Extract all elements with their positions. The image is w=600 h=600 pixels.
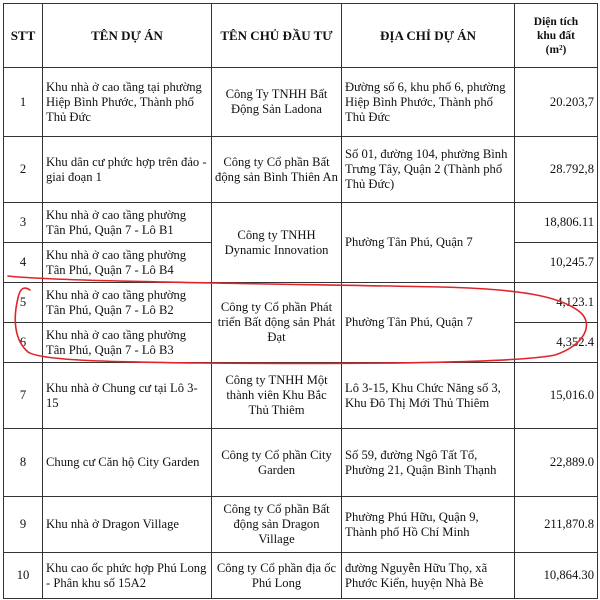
row-project: Khu nhà ở Dragon Village	[43, 497, 212, 553]
row-area: 211,870.8	[515, 497, 598, 553]
header-stt: STT	[4, 4, 43, 68]
row-project: Khu nhà ở cao tầng phường Tân Phú, Quận 7 - Lô B3	[43, 323, 212, 363]
row-area: 10,864.30	[515, 553, 598, 599]
table-row	[4, 497, 598, 553]
row-address: Đường số 6, khu phố 6, phường Hiệp Bình Phước, Thành phố Thủ Đức	[342, 68, 515, 137]
row-stt: 10	[4, 553, 43, 599]
row-investor: Công ty Cổ phần địa ốc Phú Long	[212, 553, 342, 599]
row-project: Chung cư Căn hộ City Garden	[43, 429, 212, 497]
row-project: Khu dân cư phức hợp trên đảo - giai đoạn 1	[43, 137, 212, 203]
row-investor: Công Ty TNHH Bất Động Sản Ladona	[212, 68, 342, 137]
row-investor: Công ty Cổ phần Bất động sản Dragon Village	[212, 497, 342, 553]
row-investor: Công ty Cổ phần Phát triển Bất động sản Phát Đạt	[212, 283, 342, 363]
row-address: Phường Phú Hữu, Quận 9, Thành phố Hồ Chí Minh	[342, 497, 515, 553]
row-project: Khu nhà ở cao tầng tại phường Hiệp Bình Phước, Thành phố Thủ Đức	[43, 68, 212, 137]
row-project: Khu cao ốc phức hợp Phú Long - Phân khu số 15A2	[43, 553, 212, 599]
project-table	[3, 3, 598, 599]
header-row	[4, 4, 598, 68]
row-stt: 4	[4, 243, 43, 283]
row-address: Số 59, đường Ngô Tất Tố, Phường 21, Quận Bình Thạnh	[342, 429, 515, 497]
row-stt: 6	[4, 323, 43, 363]
row-investor: Công ty TNHH Dynamic Innovation	[212, 203, 342, 283]
row-stt: 1	[4, 68, 43, 137]
row-project: Khu nhà ở cao tầng phường Tân Phú, Quận 7 - Lô B2	[43, 283, 212, 323]
row-investor: Công ty Cổ phần Bất động sản Bình Thiên An	[212, 137, 342, 203]
row-stt: 2	[4, 137, 43, 203]
row-area: 10,245.7	[515, 243, 598, 283]
row-stt: 3	[4, 203, 43, 243]
header-area	[515, 4, 598, 68]
row-address: Số 01, đường 104, phường Bình Trưng Tây, Quận 2 (Thành phố Thủ Đức)	[342, 137, 515, 203]
row-area: 18,806.11	[515, 203, 598, 243]
header-investor: TÊN CHỦ ĐẦU TƯ	[212, 4, 342, 68]
row-stt: 5	[4, 283, 43, 323]
row-project: Khu nhà ở Chung cư tại Lô 3-15	[43, 363, 212, 429]
row-area: 22,889.0	[515, 429, 598, 497]
row-area: 15,016.0	[515, 363, 598, 429]
header-area-line1: Diện tích	[533, 15, 579, 28]
row-area: 4,352.4	[515, 323, 598, 363]
row-investor: Công ty TNHH Một thành viên Khu Bắc Thủ Thiêm	[212, 363, 342, 429]
header-project: TÊN DỰ ÁN	[43, 4, 212, 68]
table-row	[4, 203, 598, 243]
table-row	[4, 429, 598, 497]
row-stt: 7	[4, 363, 43, 429]
table-row	[4, 68, 598, 137]
row-address: Phường Tân Phú, Quận 7	[342, 283, 515, 363]
row-stt: 8	[4, 429, 43, 497]
header-area-unit: (m²)	[545, 43, 567, 56]
row-project: Khu nhà ở cao tầng phường Tân Phú, Quận 7 - Lô B4	[43, 243, 212, 283]
row-investor: Công ty Cổ phần City Garden	[212, 429, 342, 497]
row-address: Lô 3-15, Khu Chức Năng số 3, Khu Đô Thị Mới Thủ Thiêm	[342, 363, 515, 429]
row-address: đường Nguyễn Hữu Thọ, xã Phước Kiển, huyện Nhà Bè	[342, 553, 515, 599]
table-row	[4, 553, 598, 599]
row-project: Khu nhà ở cao tầng phường Tân Phú, Quận 7 - Lô B1	[43, 203, 212, 243]
table-row	[4, 283, 598, 323]
table-row	[4, 137, 598, 203]
table-row	[4, 363, 598, 429]
header-area-line2: khu đất	[536, 29, 576, 42]
row-area: 20.203,7	[515, 68, 598, 137]
row-stt: 9	[4, 497, 43, 553]
row-area: 28.792,8	[515, 137, 598, 203]
row-area: 4,123.1	[515, 283, 598, 323]
row-address: Phường Tân Phú, Quận 7	[342, 203, 515, 283]
header-address: ĐỊA CHỈ DỰ ÁN	[342, 4, 515, 68]
